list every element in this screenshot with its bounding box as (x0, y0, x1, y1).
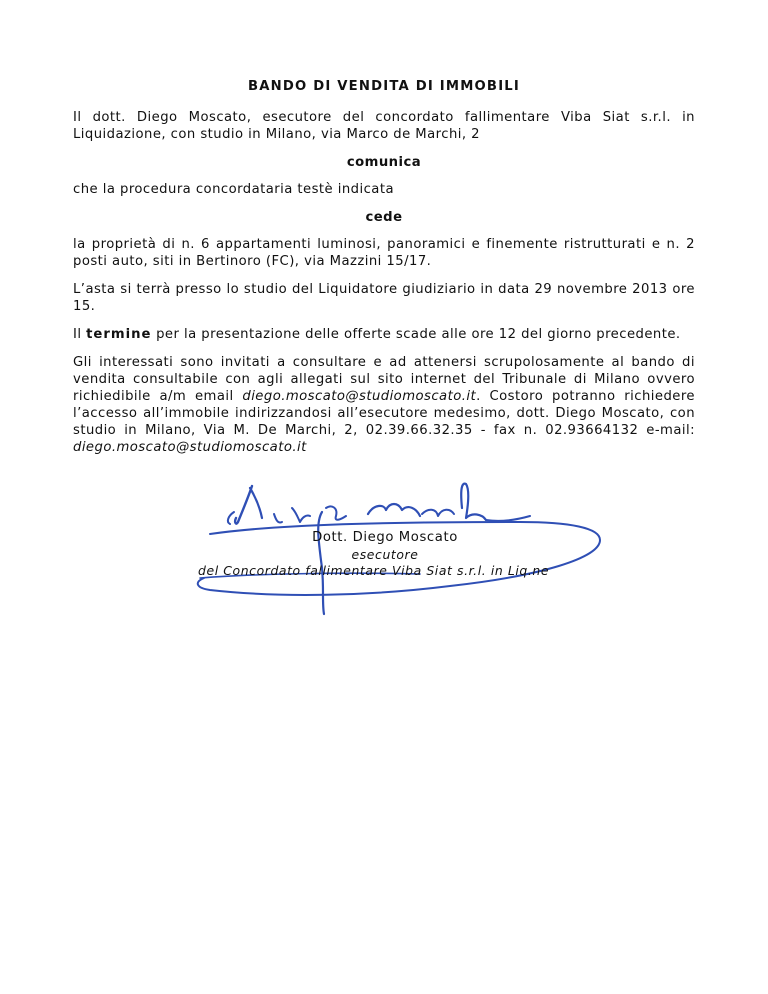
cede-heading: cede (365, 210, 403, 225)
termine-suffix: per la presentazione delle offerte scade alle ore 12 del giorno precedente. (151, 327, 681, 342)
proprieta-paragraph: la proprietà di n. 6 appartamenti luminosi, panoramici e finemente ristrutturati e n. 2 posti auto, siti in Bertinoro (FC), via Mazzini 15/17. (73, 237, 695, 269)
comunica-heading: comunica (346, 155, 422, 170)
document-body (73, 78, 695, 467)
signer-full-title: del Concordato fallimentare Viba Siat s.r.l. in Liq.ne (198, 563, 550, 578)
interessati-paragraph (73, 354, 695, 456)
interessati-part2: . Costoro potranno richiedere l’accesso all’immobile indirizzandosi all’esecutore medesimo, dott. Diego Moscato, con studio in Milano, Via M. De Marchi, 2, 02.39.66.32.35 - fax n. 02.93664132 e-mail: (73, 389, 695, 438)
document-title: BANDO DI VENDITA DI IMMOBILI (247, 79, 521, 94)
termine-bold: termine (86, 327, 152, 342)
termine-prefix: Il (73, 327, 87, 342)
intro-paragraph: Il dott. Diego Moscato, esecutore del concordato fallimentare Viba Siat s.r.l. in Liquidazione, con studio in Milano, via Marco de Marchi, 2 (73, 110, 695, 142)
termine-paragraph (73, 326, 695, 343)
signature-block (190, 478, 610, 628)
signer-role: esecutore (351, 547, 419, 562)
signer-name: Dott. Diego Moscato (312, 530, 458, 545)
email-link-1[interactable]: diego.moscato@studiomoscato.it (242, 389, 477, 404)
asta-paragraph: L’asta si terrà presso lo studio del Liquidatore giudiziario in data 29 novembre 2013 ore 15. (73, 282, 695, 314)
che-line: che la procedura concordataria testè indicata (73, 182, 394, 197)
interessati-part1: Gli interessati sono invitati a consultare e ad attenersi scrupolosamente al bando di vendita consultabile con agli allegati sul sito internet del Tribunale di Milano ovvero richiedibile a/m email (73, 355, 695, 404)
email-link-2[interactable]: diego.moscato@studiomoscato.it (73, 440, 307, 455)
